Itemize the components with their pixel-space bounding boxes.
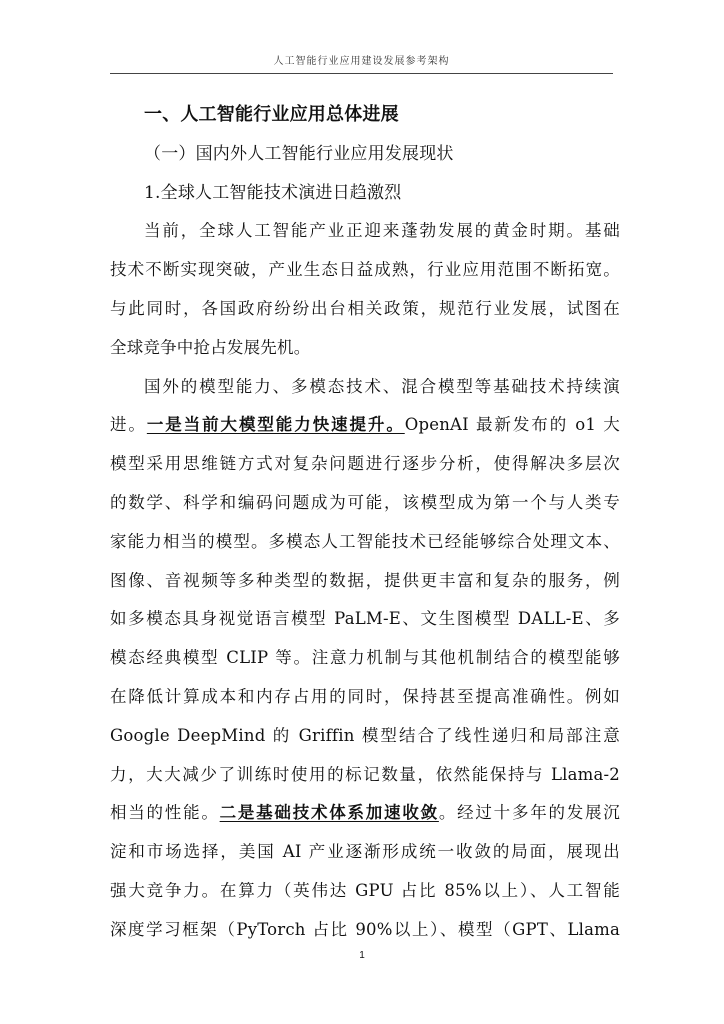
text-run: 进。 (110, 415, 147, 435)
text-line: 的数学、科学和编码问题成为可能，该模型成为第一个与人类专 (110, 492, 620, 512)
text-line: 模态经典模型 CLIP 等。注意力机制与其他机制结合的模型能够 (110, 648, 620, 668)
text-line: 当前，全球人工智能产业正迎来蓬勃发展的黄金时期。基础 (144, 221, 620, 241)
text-line: 与此同时，各国政府纷纷出台相关政策，规范行业发展，试图在 (110, 298, 620, 318)
text-line: 强大竞争力。在算力（英伟达 GPU 占比 85%以上）、人工智能 (110, 880, 620, 900)
text-line: 深度学习框架（PyTorch 占比 90%以上）、模型（GPT、Llama (110, 919, 620, 939)
text-line (110, 406, 620, 445)
key-point-one: 一是当前大模型能力快速提升。 (146, 415, 405, 435)
page-number: 1 (359, 950, 365, 961)
text-line: 淀和市场选择，美国 AI 产业逐渐形成统一收敛的局面，展现出 (110, 842, 620, 862)
text-line: 家能力相当的模型。多模态人工智能技术已经能够综合处理文本、 (110, 531, 620, 551)
text-line: 在降低计算成本和内存占用的同时，保持甚至提高准确性。例如 (110, 686, 620, 706)
text-line: 如多模态具身视觉语言模型 PaLM-E、文生图模型 DALL-E、多 (110, 609, 620, 629)
text-line (110, 794, 620, 833)
heading-level-1: 一、人工智能行业应用总体进展 (144, 104, 399, 125)
text-line: 模型采用思维链方式对复杂问题进行逐步分析，使得解决多层次 (110, 454, 620, 474)
text-line: 全球竞争中抢占发展先机。 (110, 337, 311, 357)
paragraph-1 (110, 212, 620, 367)
paragraph-2 (110, 368, 620, 950)
document-body (110, 96, 620, 950)
key-point-two: 二是基础技术体系加速收敛 (219, 803, 439, 823)
text-line: Google DeepMind 的 Griffin 模型结合了线性递归和局部注意 (110, 725, 620, 745)
heading-level-2: （一）国内外人工智能行业应用发展现状 (144, 143, 454, 164)
text-line: 图像、音视频等多种类型的数据，提供更丰富和复杂的服务，例 (110, 570, 620, 590)
heading-level-3: 1.全球人工智能技术演进日趋激烈 (144, 182, 402, 203)
text-run: 相当的性能。 (110, 803, 220, 823)
text-run: OpenAI 最新发布的 o1 大 (404, 415, 620, 435)
text-line: 国外的模型能力、多模态技术、混合模型等基础技术持续演 (144, 376, 620, 396)
text-line: 技术不断实现突破，产业生态日益成熟，行业应用范围不断拓宽。 (110, 260, 620, 280)
page-header: 人工智能行业应用建设发展参考架构 (110, 52, 613, 74)
text-line: 力，大大减少了训练时使用的标记数量，依然能保持与 Llama-2 (110, 764, 620, 784)
text-run: 。经过十多年的发展沉 (438, 803, 621, 823)
